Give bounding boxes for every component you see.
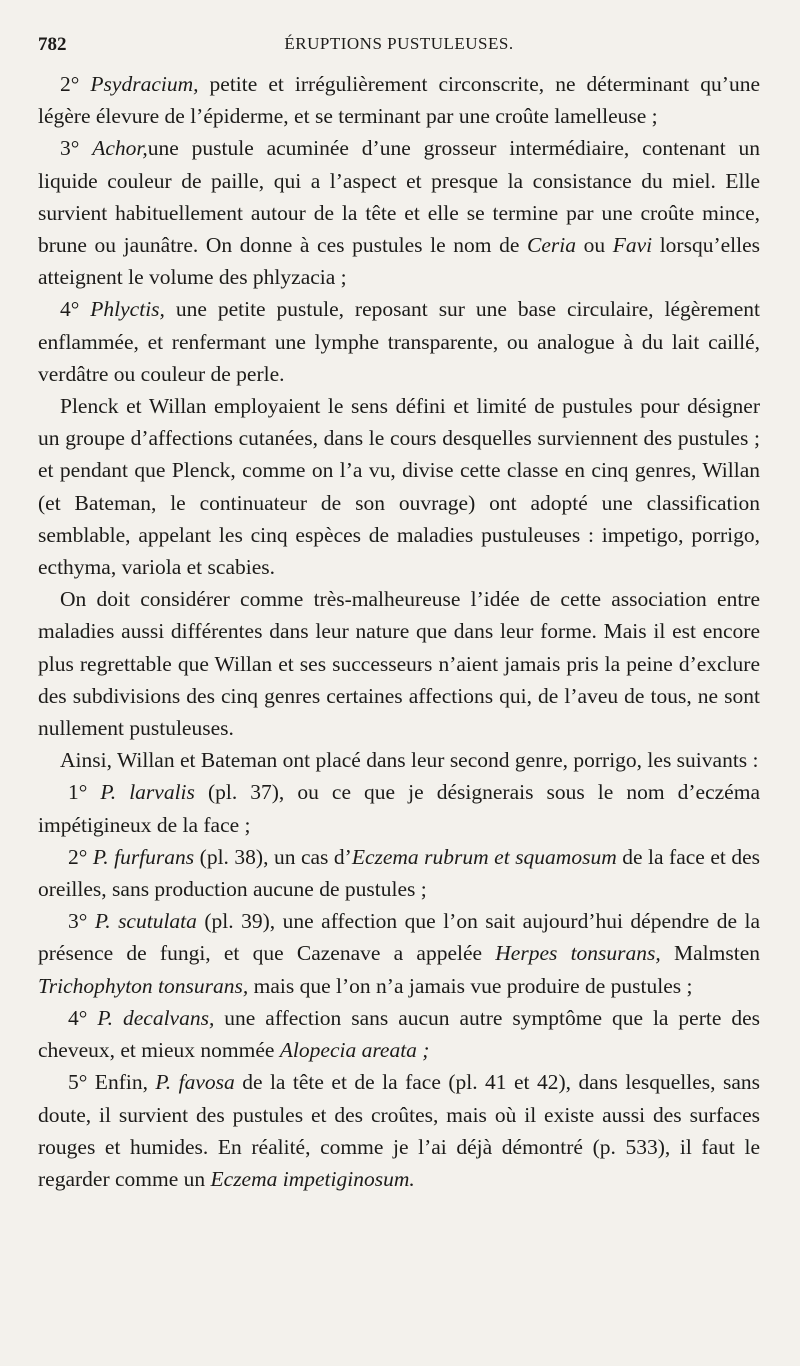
text-run: une petite pustule, reposant sur une base circulaire, légèrement enflammée, et renfermant une lymphe transparente, ou analogue à du lait caillé, verdâtre ou couleur de perle.	[38, 297, 760, 386]
list-item-favosa	[38, 1066, 760, 1195]
list-item-larvalis	[38, 776, 760, 840]
list-item-furfurans	[38, 841, 760, 905]
italic-text: Eczema impetiginosum.	[210, 1166, 415, 1191]
italic-text: Phlyctis,	[90, 297, 165, 322]
paragraph-psydracium	[38, 68, 760, 132]
paragraph-plenck-willan	[38, 390, 760, 583]
text-run: lorsqu’elles atteignent le volume des phlyzacia ;	[38, 233, 761, 290]
text-run: petite et irrégulièrement circonscrite, ne déterminant qu’une légère élevure de l’épiderme, et se terminant par une croûte lamelleuse ;	[38, 72, 760, 129]
text-run: de la tête et de la face (pl. 41 et 42), dans lesquelles, sans doute, il survient des pustules et des croûtes, mais où il existe aussi des surfaces rouges et humides. En réalité, comme je l’ai déjà démontré (p. 533), il faut le regarder comme un	[38, 1070, 760, 1191]
text-run: 1°	[68, 780, 101, 805]
italic-text: Favi	[612, 233, 653, 258]
page-number: 782	[38, 34, 67, 55]
text-run: (pl. 37), ou ce que je désignerais sous le nom d’eczéma impétigineux de la face ;	[38, 780, 760, 837]
text-run: 2°	[68, 844, 93, 869]
italic-text: Alopecia areata ;	[279, 1038, 430, 1063]
page-header	[38, 32, 760, 62]
paragraph-phlyctis	[38, 293, 760, 390]
paragraph-ainsi	[38, 744, 760, 776]
text-run: mais que l’on n’a jamais vue produire de pustules ;	[248, 973, 693, 998]
text-run: 3°	[60, 136, 93, 161]
list-item-scutulata	[38, 905, 760, 1002]
list-item-decalvans	[38, 1002, 760, 1066]
italic-text: Ceria	[527, 233, 576, 258]
text-run: 2°	[60, 72, 91, 96]
text-run: une pustule acuminée d’une grosseur intermédiaire, contenant un liquide couleur de paille, qui a l’aspect et presque la consistance du miel. Elle survient habituellement autour de la tête et elle se termine par une croûte mince, brune ou jaunâtre. On donne à ces pustules le nom de	[38, 136, 761, 258]
italic-text: Eczema rubrum et squamosum	[351, 844, 617, 869]
italic-text: P. larvalis	[100, 780, 195, 805]
italic-text: P. decalvans,	[97, 1005, 215, 1030]
italic-text: P. furfurans	[92, 844, 195, 869]
italic-text: Psydracium,	[90, 72, 199, 96]
italic-text: P. scutulata	[94, 909, 197, 934]
text-run: On doit considérer comme très-malheureuse l’idée de cette association entre maladies aussi différentes dans leur nature que dans leur forme. Mais il est encore plus regrettable que Willan et ses successeurs n’aient jamais pris la peine d’exclure des subdivisions des cinq genres certaines affections qui, de l’aveu de tous, ne sont nullement pustuleuses.	[38, 587, 760, 741]
paragraph-achor	[38, 132, 760, 293]
text-run: Ainsi, Willan et Bateman ont placé dans leur second genre, porrigo, les suivants :	[60, 748, 759, 773]
text-run: de la face et des oreilles, sans production aucune de pustules ;	[38, 844, 760, 902]
italic-text: Achor,	[92, 136, 148, 161]
text-run: 3°	[68, 909, 95, 934]
text-run: ou	[575, 233, 613, 258]
text-run: 4°	[60, 297, 91, 322]
running-title: ÉRUPTIONS PUSTULEUSES.	[284, 34, 514, 53]
text-run: une affection sans aucun autre symptôme que la perte des cheveux, et mieux nommée	[38, 1005, 760, 1063]
italic-text: Herpes tonsurans,	[495, 941, 661, 966]
italic-text: P. favosa	[155, 1070, 235, 1095]
text-run: Plenck et Willan employaient le sens défini et limité de pustules pour désigner un groupe d’affections cutanées, dans le cours desquelles surviennent des pustules ; et pendant que Plenck, comme on l’a vu, divise cette classe en cinq genres, Willan (et Bateman, le continuateur de son ouvrage) ont adopté une classification semblable, appelant les cinq espèces de maladies pustuleuses : impetigo, porrigo, ecthyma, variola et scabies.	[38, 394, 760, 580]
text-run: (pl. 39), une affection que l’on sait aujourd’hui dépendre de la présence de fungi, et que Cazenave a appelée	[38, 909, 761, 966]
italic-text: Trichophyton tonsurans,	[38, 973, 249, 998]
text-run: 4°	[68, 1005, 98, 1030]
text-run: 5° Enfin,	[68, 1070, 156, 1095]
text-run: Malmsten	[660, 941, 760, 966]
text-run: (pl. 38), un cas d’	[194, 844, 352, 869]
paragraph-association	[38, 583, 760, 744]
page-body	[38, 68, 760, 1195]
